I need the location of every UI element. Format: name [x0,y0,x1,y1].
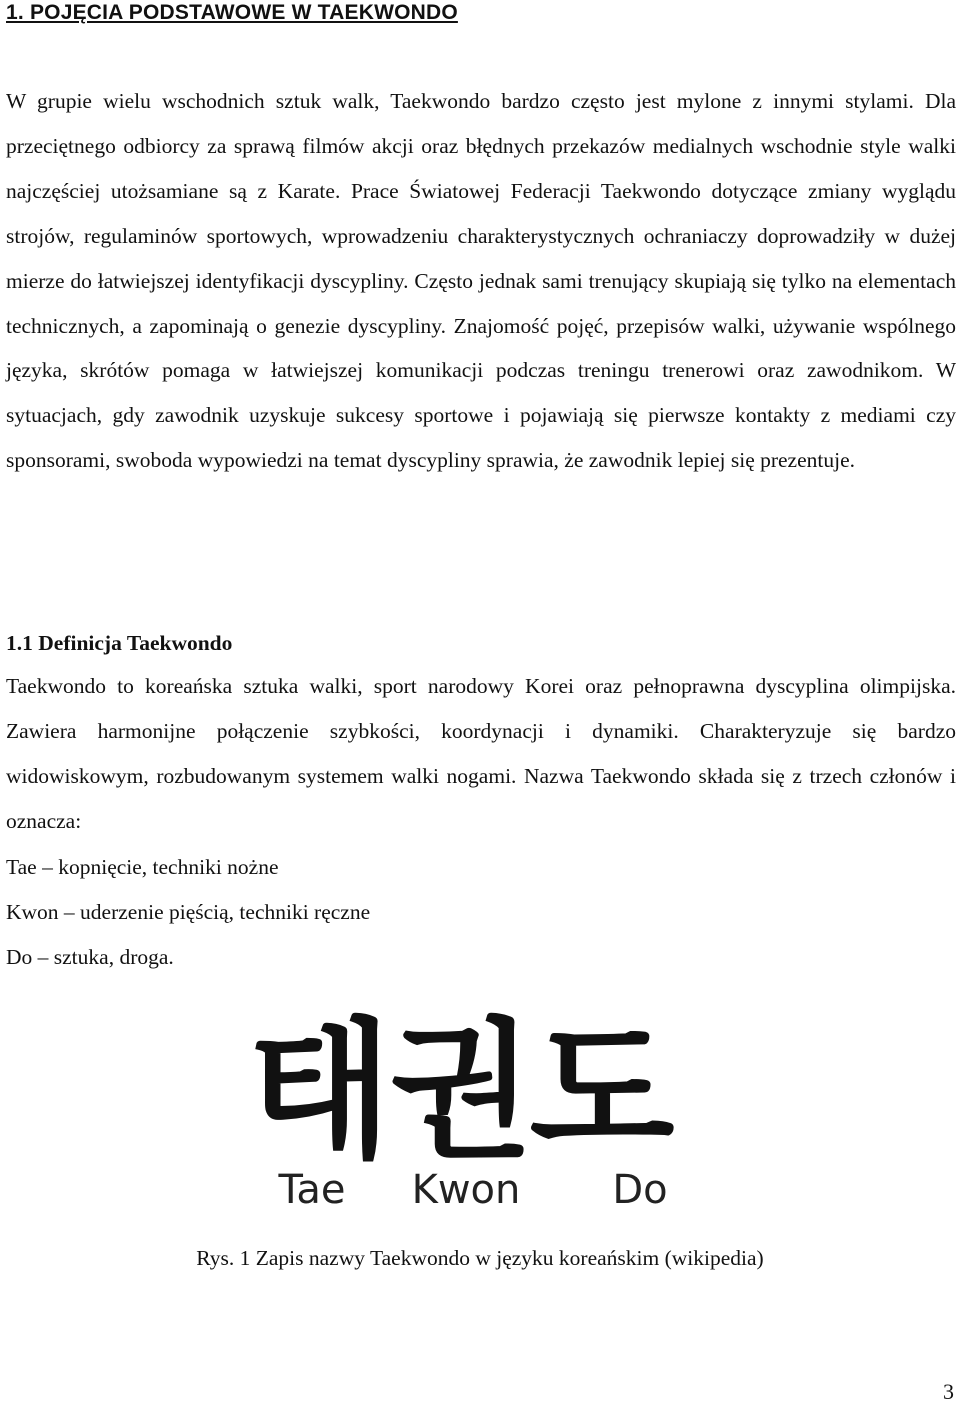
romanized-do-label: Do [612,1167,668,1213]
definition-line-do: Do – sztuka, droga. [6,945,174,969]
hangul-tae-glyph: 태 [247,1005,393,1179]
hangul-do-glyph: 도 [529,1005,675,1179]
section-title: 1.1 Definicja Taekwondo [6,631,233,655]
romanized-kwon-label: Kwon [411,1167,521,1213]
paragraph-intro: W grupie wielu wschodnich sztuk walk, Taekwondo bardzo często jest mylone z innymi stylami. Dla przeciętnego odbiorcy za sprawą filmów akcji oraz błędnych przekazów medialnych wschodnie style walki najczęściej utożsamiane są z Karate. Prace Światowej Federacji Taekwondo dotyczące zmiany wyglądu strojów, regulaminów sportowych, wprowadzeniu charakterystycznych ochraniaczy doprowadziły w dużej mierze do łatwiejszej identyfikacji dyscypliny. Często jednak sami trenujący skupiają się tylko na elementach technicznych, a zapominają o genezie dyscypliny. Znajomość pojęć, przepisów walki, używanie wspólnego języka, skrótów pomaga w łatwiejszej komunikacji podczas treningu trenerowi oraz zawodnikom. W sytuacjach, gdy zawodnik uzyskuje sukcesy sportowe i pojawiają się pierwsze kontakty z mediami czy sponsorami, swoboda wypowiedzi na temat dyscypliny sprawia, że zawodnik lepiej się prezentuje. [6,89,956,473]
figure-caption: Rys. 1 Zapis nazwy Taekwondo w języku koreańskim (wikipedia) [196,1246,764,1270]
definition-line-kwon: Kwon – uderzenie pięścią, techniki ręczne [6,900,371,924]
chapter-title: 1. POJĘCIA PODSTAWOWE W TAEKWONDO [6,1,458,24]
document-page [6,0,956,969]
taekwondo-hangul-figure [240,1003,680,1218]
romanized-tae-label: Tae [278,1167,346,1213]
definition-line-tae: Tae – kopnięcie, techniki nożne [6,855,279,879]
hangul-kwon-glyph: 권 [389,1005,535,1179]
page-number: 3 [943,1379,954,1404]
paragraph-definition: Taekwondo to koreańska sztuka walki, sport narodowy Korei oraz pełnoprawna dyscyplina olimpijska. Zawiera harmonijne połączenie szybkości, koordynacji i dynamiki. Charakteryzuje się bardzo widowiskowym, rozbudowanym systemem walki nogami. Nazwa Taekwondo składa się z trzech członów i oznacza: [6,674,956,833]
